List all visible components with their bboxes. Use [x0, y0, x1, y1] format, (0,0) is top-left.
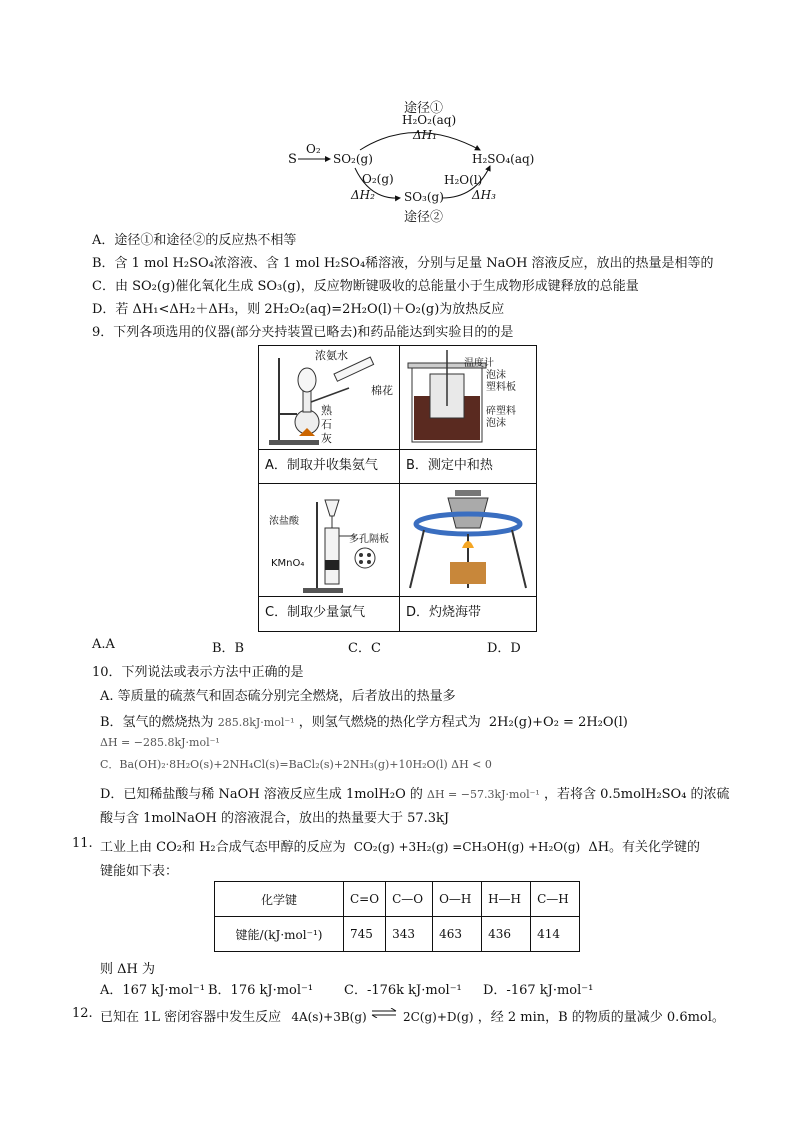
- dh2-label: ΔH₂: [351, 188, 375, 202]
- q11-stem-pre: 工业上由 CO₂和 H₂合成气态甲醇的反应为: [100, 840, 346, 855]
- table-cell: 414: [531, 917, 580, 952]
- label-cotton: 棉花: [371, 384, 393, 397]
- path1-title: 途径①: [404, 101, 444, 116]
- species-h2so4: H₂SO₄(aq): [472, 152, 535, 166]
- q10-b-equation: 2H₂(g)+O₂ = 2H₂O(l): [488, 715, 628, 730]
- reversible-arrow-icon: [371, 1007, 399, 1022]
- q12-stem: [100, 1006, 725, 1025]
- label-foam-board: 塑料板: [486, 382, 516, 393]
- q10-d-post: ，若将含 0.5molH₂SO₄ 的浓硫: [543, 787, 730, 802]
- path2-title: 途径②: [404, 210, 444, 225]
- table-cell: 463: [433, 917, 482, 952]
- table-cell: 键能/(kJ·mol⁻¹): [215, 917, 344, 952]
- q12-post: ，经 2 min，B 的物质的量减少 0.6mol。: [477, 1010, 725, 1025]
- label-kmno4: KMnO₄: [271, 558, 305, 569]
- table-cell: 436: [482, 917, 531, 952]
- q11-stem: [100, 836, 700, 855]
- table-header-cell: H—H: [482, 882, 531, 917]
- label-thermometer: 温度计: [464, 358, 494, 369]
- label-lime-1: 熟: [321, 404, 332, 417]
- label-lime-3: 灰: [321, 432, 332, 445]
- table-header-row: [215, 882, 580, 917]
- table-header-cell: C—O: [386, 882, 433, 917]
- q10-b-pre: B．氢气的燃烧热为: [100, 715, 214, 730]
- label-porous-plate: 多孔隔板: [349, 534, 389, 545]
- crucible-burner-illustration: [400, 484, 536, 596]
- dh3-label: ΔH₃: [472, 188, 496, 202]
- label-broken-foam: 碎塑料: [486, 406, 516, 417]
- q10-option-c: C．Ba(OH)₂·8H₂O(s)+2NH₄Cl(s)=BaCl₂(s)+2NH₃(g)+10H₂O(l) ΔH < 0: [100, 758, 492, 771]
- q12-eq-right: 2C(g)+D(g): [402, 1010, 474, 1024]
- panel-c-figure: [258, 483, 400, 597]
- q9-answer-d: D．D: [487, 641, 521, 656]
- q12-pre: 已知在 1L 密闭容器中发生反应: [100, 1010, 282, 1025]
- q11-option-d: D．-167 kJ·mol⁻¹: [483, 983, 594, 998]
- panel-b-caption: B．测定中和热: [399, 449, 537, 484]
- arrow-o2-label: O₂: [306, 142, 321, 156]
- label-foam-1: 泡沫: [486, 370, 506, 381]
- panel-a-caption: A．制取并收集氨气: [258, 449, 400, 484]
- q11-equation: CO₂(g) +3H₂(g) =CH₃OH(g) +H₂O(g): [353, 840, 581, 854]
- table-row: [215, 917, 580, 952]
- q10-b-mid: ，则氢气燃烧的热化学方程式为: [298, 715, 481, 730]
- q11-option-b: B．176 kJ·mol⁻¹: [208, 983, 314, 998]
- table-header-cell: 化学键: [215, 882, 344, 917]
- path1-dh: ΔH₁: [413, 128, 437, 142]
- species-so2: SO₂(g): [333, 152, 373, 166]
- q10-option-a: A. 等质量的硫蒸气和固态硫分别完全燃烧，后者放出的热量多: [100, 689, 456, 704]
- panel-d-caption: D．灼烧海带: [399, 596, 537, 632]
- bond-energy-table: [214, 881, 580, 952]
- q10-b-value: 285.8kJ·mol⁻¹: [217, 716, 295, 729]
- q8-option-a: A．途径①和途径②的反应热不相等: [92, 233, 297, 248]
- q9-stem: 9．下列各项选用的仪器(部分夹持装置已略去)和药品能达到实验目的的是: [92, 325, 514, 340]
- table-cell: 745: [344, 917, 386, 952]
- q12-eq-left: 4A(s)+3B(g): [291, 1010, 367, 1024]
- q11-stem-post: ΔH。有关化学键的: [588, 840, 701, 855]
- label-o2g: O₂(g): [362, 172, 394, 186]
- q11-option-a: A．167 kJ·mol⁻¹: [100, 983, 205, 998]
- q8-option-b: B．含 1 mol H₂SO₄浓溶液、含 1 mol H₂SO₄稀溶液，分别与足量 NaOH 溶液反应，放出的热量是相等的: [92, 256, 714, 271]
- q9-answer-b: B．B: [212, 641, 245, 656]
- q11-option-c: C．-176k kJ·mol⁻¹: [344, 983, 462, 998]
- table-header-cell: C—H: [531, 882, 580, 917]
- panel-b-figure: [399, 345, 537, 450]
- label-conc-ammonia: 浓氨水: [315, 349, 348, 362]
- path1-reagent: H₂O₂(aq): [402, 113, 457, 127]
- q10-option-b: [100, 711, 628, 730]
- panel-c-caption: C．制取少量氯气: [258, 596, 400, 632]
- label-conc-hcl: 浓盐酸: [269, 516, 299, 527]
- q10-option-d-line1: [100, 783, 730, 802]
- q8-option-c: C．由 SO₂(g)催化氧化生成 SO₃(g)，反应物断键吸收的总能量小于生成物形成键释放的总能量: [92, 279, 639, 294]
- q10-d-pre: D．已知稀盐酸与稀 NaOH 溶液反应生成 1molH₂O 的: [100, 787, 423, 802]
- table-header-cell: C=O: [344, 882, 386, 917]
- q9-answer-c: C．C: [348, 641, 381, 656]
- diagram-arrows: [280, 120, 550, 220]
- q11-ask: 则 ΔH 为: [100, 962, 155, 977]
- table-header-cell: O—H: [433, 882, 482, 917]
- species-s: S: [288, 152, 297, 167]
- q9-answer-a: A.A: [92, 637, 115, 652]
- q10-d-dh: ΔH = −57.3kJ·mol⁻¹: [427, 788, 540, 801]
- table-cell: 343: [386, 917, 433, 952]
- q12-number: 12.: [72, 1006, 93, 1021]
- species-so3: SO₃(g): [404, 190, 444, 204]
- label-lime-2: 石: [321, 418, 332, 431]
- q8-option-d: D．若 ΔH₁<ΔH₂＋ΔH₃，则 2H₂O₂(aq)=2H₂O(l)＋O₂(g)为放热反应: [92, 302, 505, 317]
- label-h2o: H₂O(l): [444, 173, 483, 187]
- q11-number: 11.: [72, 836, 93, 851]
- panel-a-figure: [258, 345, 400, 450]
- q11-stem-line2: 键能如下表：: [100, 864, 179, 879]
- label-foam-2: 泡沫: [486, 418, 506, 429]
- q10-b-dh: ΔH = −285.8kJ·mol⁻¹: [100, 736, 220, 749]
- q10-option-d-line2: 酸与含 1molNaOH 的溶液混合，放出的热量要大于 57.3kJ: [100, 811, 450, 826]
- q10-stem: 10．下列说法或表示方法中正确的是: [92, 665, 304, 680]
- panel-d-figure: [399, 483, 537, 597]
